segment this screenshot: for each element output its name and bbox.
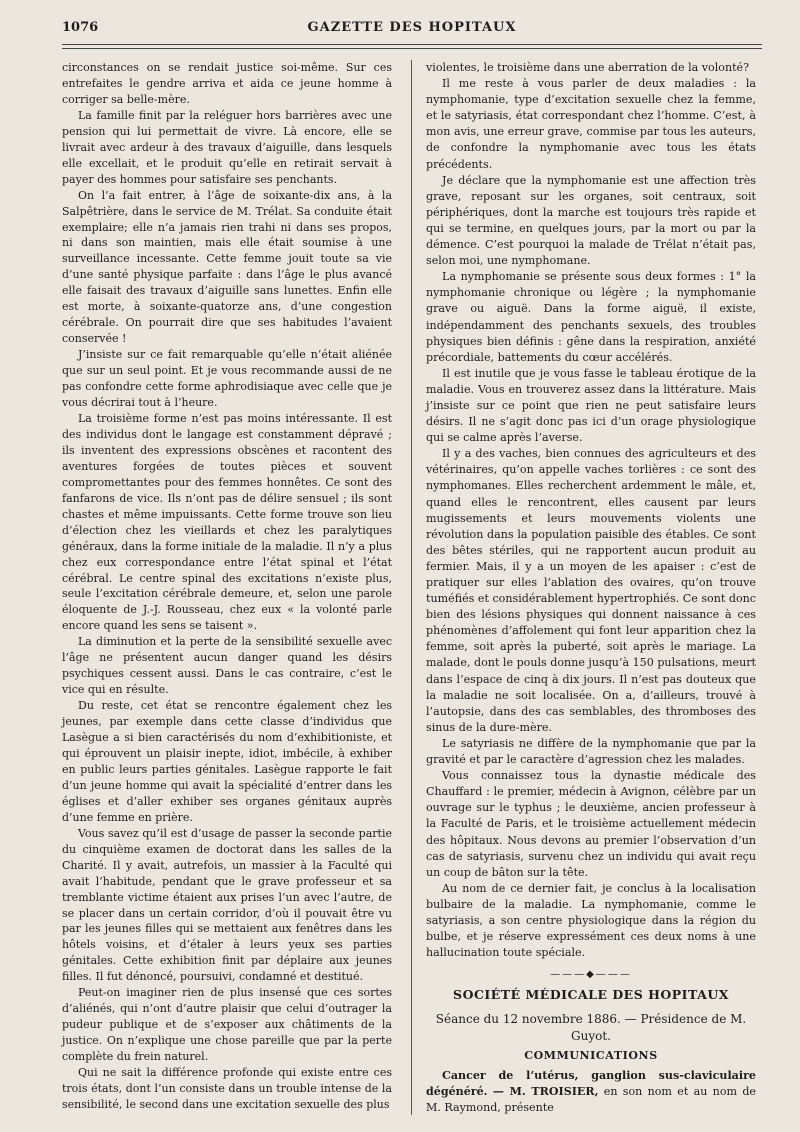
paragraph: circonstances on se rendait justice soi-même. Sur ces entrefaites le gendre arriva et aida ce jeune homme à corriger sa belle-mère. <box>62 61 392 106</box>
case-title: Cancer de l’utérus, ganglion sus-claviculaire dégénéré. <box>426 1068 756 1098</box>
paragraph: La troisième forme n’est pas moins intéressante. Il est des individus dont le langage est constamment dépravé ; ils inventent des expressions obscènes et racontent des aventures forgées de toutes pièces et souvent compromettantes pour des femmes honnêtes. Ce sont des fanfarons de vice. Ils n’ont pas de délire sensuel ; ils sont chastes et même impuissants. Cette forme trouve son lieu d’élection chez les vieillards et chez les paralytiques généraux, dans la forme initiale de la maladie. Il n’y a plus chez eux correspondance entre l’état spinal et l’état cérébral. Le centre spinal des excitations n’existe plus, seule l’excitation cérébrale demeure, et, selon une parole éloquente de J.-J. Rousseau, chez eux « la volonté parle encore quand les sens se taisent ». <box>62 411 392 633</box>
paragraph: La famille finit par la reléguer hors barrières avec une pension qui lui permettait de vivre. Là encore, elle se livrait avec ardeur à des travaux d’aiguille, dans lesquels elle excellait, et le produit qu’elle en retirait servait à payer des hommes pour satisfaire ses penchants. <box>62 108 392 186</box>
paragraph: J’insiste sur ce fait remarquable qu’elle n’était aliénée que sur un seul point. Et je vous recommande aussi de ne pas confondre cette forme aphrodisiaque avec celle que je vous décrirai tout à l’heure. <box>62 348 392 410</box>
case-text: en son nom et au nom de M. Raymond, présente <box>426 1084 756 1114</box>
paragraph: La diminution et la perte de la sensibilité sexuelle avec l’âge ne présentent aucun danger quand les désirs psychiques cessent aussi. Dans le cas contraire, c’est le vice qui en résulte. <box>62 635 392 697</box>
paragraph: Vous connaissez tous la dynastie médicale des Chauffard : le premier, médecin à Avignon, célèbre par un ouvrage sur le typhus ; le deuxième, ancien professeur à la Faculté de Paris, et le troisième actuellement médecin des hôpitaux. Nous devons au premier l’observation d’un cas de satyriasis, survenu chez un individu qui avait reçu un coup de bâton sur la tête. <box>426 769 756 879</box>
case-paragraph <box>426 1068 756 1116</box>
column-divider <box>411 60 412 1115</box>
paragraph: Peut-on imaginer rien de plus insensé que ces sortes d’aliénés, qui n’ont d’autre plaisir que celui d’outrager la pudeur publique et de s’exposer aux châtiments de la justice. On n’explique une chose pareille que par la perte complète du frein naturel. <box>62 986 392 1064</box>
paragraph: Je déclare que la nymphomanie est une affection très grave, reposant sur les organes, soit centraux, soit périphériques, dont la marche est toujours très rapide et qui se termine, en quelques jours, par la mort ou par la démence. C’est pourquoi la malade de Trélat n’était pas, selon moi, une nymphomane. <box>426 173 756 268</box>
paragraph: Vous savez qu’il est d’usage de passer la seconde partie du cinquième examen de doctorat dans les salles de la Charité. Il y avait, autrefois, un massier à la Faculté qui avait l’habitude, pendant que le grave professeur et sa tremblante victime étaient aux prises l’un avec l’autre, de se placer dans un certain corridor, d’où il pouvait être vu par les jeunes filles qui se mettaient aux fenêtres dans les hôtels voisins, et d’étaler à leurs yeux ses parties génitales. Cette exhibition finit par déplaire aux jeunes filles. Il fut dénoncé, poursuivi, condamné et destitué. <box>62 826 392 984</box>
paragraph: violentes, le troisième dans une aberration de la volonté? <box>426 61 750 74</box>
page-number: 1076 <box>62 20 99 35</box>
section-title: SOCIÉTÉ MÉDICALE DES HOPITAUX <box>453 987 729 1003</box>
page-header <box>62 14 762 44</box>
paragraph: Il y a des vaches, bien connues des agriculteurs et des vétérinaires, qu’on appelle vaches torlières : ce sont des nymphomanes. Elles recherchent ardemment le mâle, et, quand elles le rencontrent, elles causent par leurs mugissements et leurs mouvements violents une révolution dans la population paisible des étables. Ce sont des bêtes stériles, qui ne rapportent aucun produit au fermier. Mais, il y a un moyen de les apaiser : c’est de pratiquer sur elles l’ablation des ovaires, qu’on trouve tuméfiés et considérablement hypertrophiés. Ce sont donc bien des lésions physiques qui donnent naissance à ces phénomènes d’affolement qui font leur apparition chez la femme, soit après la puberté, soit après le mariage. La malade, dont le pouls donne jusqu’à 150 pulsations, meurt dans l’espace de cinq à dix jours. Il n’est pas douteux que la maladie ne soit localisée. On a, d’ailleurs, trouvé à l’autopsie, dans des cas semblables, des thromboses des sinus de la dure-mère. <box>426 447 756 734</box>
paragraph: Qui ne sait la différence profonde qui existe entre ces trois états, dont l’un consiste dans un trouble intense de la sensibilité, le second dans une excitation sexuelle des plus <box>62 1066 392 1111</box>
paragraph: Il est inutile que je vous fasse le tableau érotique de la maladie. Vous en trouverez assez dans la littérature. Mais j’insiste sur ce point que rien ne peut satisfaire leurs désirs. Il ne s’agit donc pas ici d’un orage physiologique qui se calme après l’averse. <box>426 366 756 445</box>
right-column <box>426 60 756 1116</box>
left-column <box>62 60 392 1113</box>
case-author: — M. TROISIER, <box>492 1084 599 1098</box>
header-rule-top <box>62 44 762 45</box>
paragraph: Le satyriasis ne diffère de la nymphomanie que par la gravité et par le caractère d’agression chez les malades. <box>426 736 756 767</box>
subheading: COMMUNICATIONS <box>524 1048 658 1062</box>
section-separator: ———◆——— <box>550 969 632 981</box>
paragraph: On l’a fait entrer, à l’âge de soixante-dix ans, à la Salpêtrière, dans le service de M. Trélat. Sa conduite était exemplaire; elle n’a jamais rien trahi ni dans ses propos, ni dans son maintien, mais elle était soumise à une surveillance incessante. Cette femme jouit toute sa vie d’une santé physique parfaite : dans l’âge le plus avancé elle faisait des travaux d’aiguille sans lunettes. Enfin elle est morte, à soixante-quatorze ans, d’une congestion cérébrale. On pourrait dire que ses habitudes l’avaient conservée ! <box>62 188 392 346</box>
running-title: GAZETTE DES HOPITAUX <box>307 20 517 35</box>
paragraph: Du reste, cet état se rencontre également chez les jeunes, par exemple dans cette classe d’individus que Lasègue a si bien caractérisés du nom d’exhibitioniste, et qui éprouvent un plaisir inepte, idiot, imbécile, à exhiber en public leurs parties génitales. Lasègue rapporte le fait d’un jeune homme qui avait la spécialité d’entrer dans les églises et d’aller exhiber ses organes génitaux auprès d’une femme en prière. <box>62 699 392 824</box>
meeting-line: Séance du 12 novembre 1886. — Présidence de M. Guyot. <box>435 1012 747 1043</box>
paragraph: La nymphomanie se présente sous deux formes : 1° la nymphomanie chronique ou légère ; la nymphomanie grave ou aiguë. Dans la forme aiguë, il existe, indépendamment des penchants sexuels, des troubles physiques bien définis : gêne dans la respiration, anxiété précordiale, battements du cœur accélérés. <box>426 270 756 364</box>
paragraph: Au nom de ce dernier fait, je conclus à la localisation bulbaire de la maladie. La nymphomanie, comme le satyriasis, a son centre physiologique dans la région du bulbe, et je réserve expressément ces deux noms à une hallucination toute spéciale. <box>426 881 756 960</box>
paragraph: Il me reste à vous parler de deux maladies : la nymphomanie, type d’excitation sexuelle chez la femme, et le satyriasis, état correspondant chez l’homme. C’est, à mon avis, une erreur grave, commise par tous les auteurs, de confondre la nymphomanie avec tous les états précédents. <box>426 77 756 171</box>
header-rule-bottom <box>62 48 762 49</box>
